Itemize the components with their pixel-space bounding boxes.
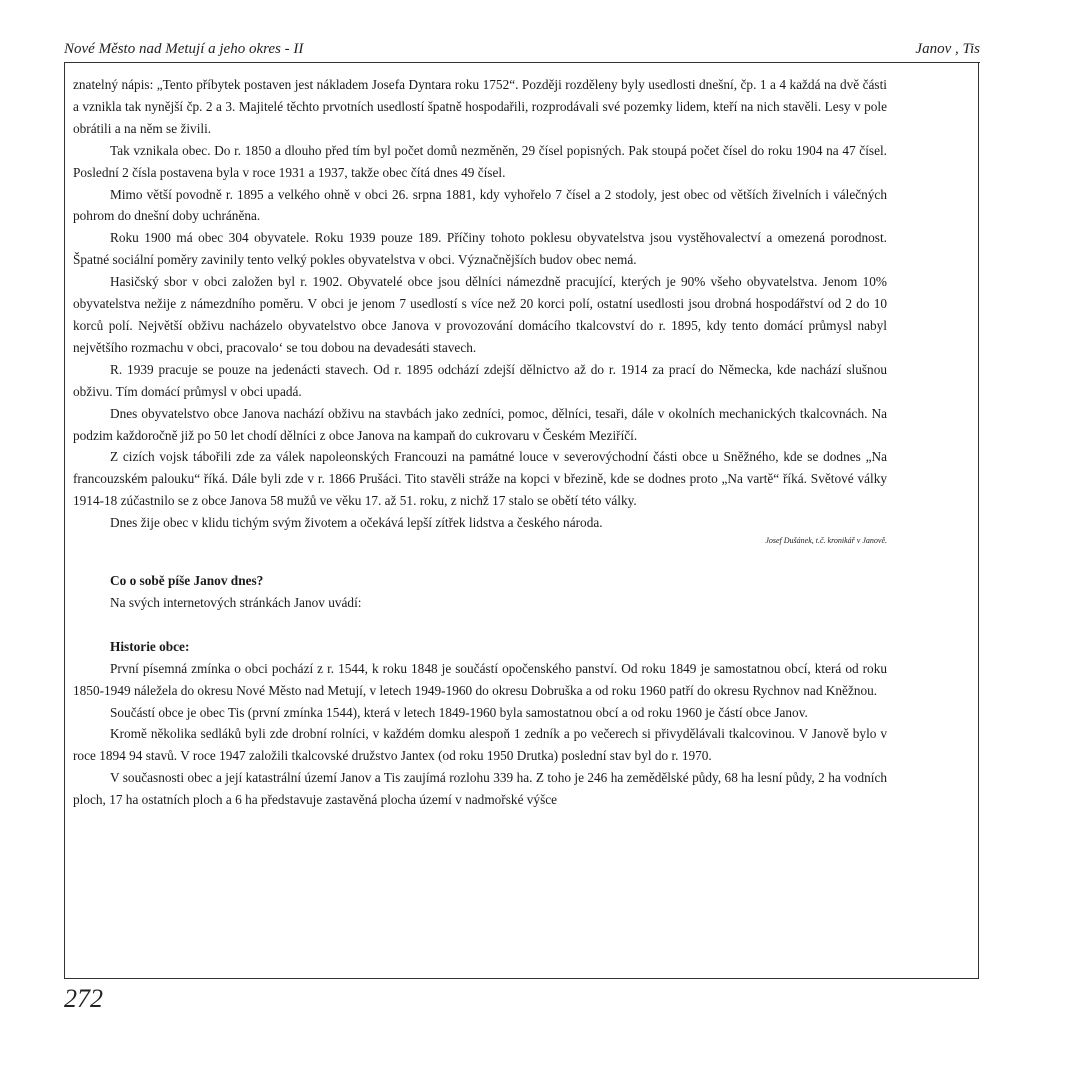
body-text xyxy=(73,74,887,811)
paragraph-6: R. 1939 pracuje se pouze na jedenácti stavech. Od r. 1895 odchází zdejší dělnictvo až do r. 1914 za prací do Německa, kde nachází slušnou obživu. Tím domácí průmysl v obci upadá. xyxy=(73,361,887,399)
history-paragraph-4: V současnosti obec a její katastrální území Janov a Tis zaujímá rozlohu 339 ha. Z toho je 246 ha zemědělské půdy, 68 ha lesní půdy, 2 ha vodních ploch, 17 ha ostatních ploch a 6 ha představuje zastavěná plocha území v nadmořské výšce xyxy=(73,770,887,808)
section-intro: Na svých internetových stránkách Janov uvádí: xyxy=(110,594,362,610)
running-head xyxy=(64,40,980,60)
paragraph-4: Roku 1900 má obec 304 obyvatele. Roku 1939 pouze 189. Příčiny tohoto poklesu obyvatelstva jsou vystěhovalectví a omezená porodnost. Špatné sociální poměry zavinily tento velký pokles obyvatelstva v obci. Význačnějších budov obec nemá. xyxy=(73,230,887,268)
paragraph-5: Hasičský sbor v obci založen byl r. 1902. Obyvatelé obce jsou dělníci námezdně pracující, kterých je 90% všeho obyvatelstva. Jenom 10% obyvatelstva nežije z námezdního poměru. V obci je jenom 7 usedlostí s více než 20 korci polí, ostatní usedlosti jsou drobná hospodářství od 2 do 10 korců polí. Největší obživu nacházelo obyvatelstvo obce Janova v provozování domácího tkalcovství do r. 1895, kdy tento domácí průmysl nabyl největšího rozmachu v obci, pracovalo‘ se tou dobou na devadesáti stavech. xyxy=(73,274,887,355)
history-paragraph-2: Součástí obce je obec Tis (první zmínka 1544), která v letech 1849-1960 byla samostatnou obcí a od roku 1960 je částí obce Janov. xyxy=(110,704,808,720)
paragraph-2: Tak vznikala obec. Do r. 1850 a dlouho před tím byl počet domů nezměněn, 29 čísel popisných. Pak stoupá počet čísel do roku 1904 na 47 čísel. Poslední 2 čísla postavena byla v roce 1931 a 1937, takže obec čítá dnes 49 čísel. xyxy=(73,142,887,180)
history-paragraph-3: Kromě několika sedláků byli zde drobní rolníci, v každém domku alespoň 1 zedník a po večerech si přivydělávali tkalcovinou. V Janově bylo v roce 1894 94 stavů. V roce 1947 založili tkalcovské družstvo Jantex (od roku 1950 Drutka) poslední stav byl do r. 1970. xyxy=(73,726,887,764)
paragraph-1: znatelný nápis: „Tento příbytek postaven jest nákladem Josefa Dyntara roku 1752“. Později rozděleny byly usedlosti dnešní, čp. 1 a 4 každá na dvě části a vznikla tak nynější čp. 2 a 3. Majitelé těchto prvotních usedlostí špatně hospodařili, rozprodávali své pozemky lidem, kteří na nich stavěli. Lesy v pole obrátili a na něm se živili. xyxy=(73,77,887,136)
paragraph-8: Z cizích vojsk tábořili zde za válek napoleonských Francouzi na památné louce v severovýchodní části obce u Sněžného, kde se dodnes „Na francouzském palouku“ říká. Dále byli zde v r. 1866 Prušáci. Tito stavěli stráže na kopci v březině, kde se dodnes proto „Na vartě“ říká. Světové války 1914-18 zúčastnilo se z obce Janova 58 mužů ve věku 17. až 51. roku, z nichž 17 stalo se obětí této války. xyxy=(73,449,887,509)
spacer xyxy=(73,548,887,570)
page-number: 272 xyxy=(64,984,103,1013)
running-head-section: Janov , Tis xyxy=(915,41,980,57)
spacer xyxy=(73,614,887,636)
running-head-title: Nové Město nad Metují a jeho okres - II xyxy=(64,41,304,57)
section-heading: Co o sobě píše Janov dnes? xyxy=(110,573,264,589)
paragraph-9: Dnes žije obec v klidu tichým svým životem a očekává lepší zítřek lidstva a českého národa. xyxy=(110,515,603,531)
chronicler-signature: Josef Dušánek, t.č. kronikář v Janově. xyxy=(765,536,887,546)
text-frame xyxy=(64,63,979,979)
history-subheading: Historie obce: xyxy=(110,638,190,654)
history-paragraph-1: První písemná zmínka o obci pochází z r. 1544, k roku 1848 je součástí opočenského panství. Od roku 1849 je samostatnou obcí, která od roku 1850-1949 náležela do okresu Nové Město nad Metují, v letech 1949-1960 do okresu Dobruška a od roku 1960 patří do okresu Rychnov nad Kněžnou. xyxy=(73,660,887,698)
paragraph-3: Mimo větší povodně r. 1895 a velkého ohně v obci 26. srpna 1881, kdy vyhořelo 7 čísel a 2 stodoly, jest obec od větších živelních i válečných pohrom do dnešní doby uchráněna. xyxy=(73,186,887,224)
paragraph-7: Dnes obyvatelstvo obce Janova nachází obživu na stavbách jako zedníci, pomoc, dělníci, tesaři, dále v okolních mechanických tkalcovnách. Na podzim každoročně již po 50 let chodí dělníci z obce Janova na kampaň do cukrovaru v Českém Meziříčí. xyxy=(73,405,887,443)
